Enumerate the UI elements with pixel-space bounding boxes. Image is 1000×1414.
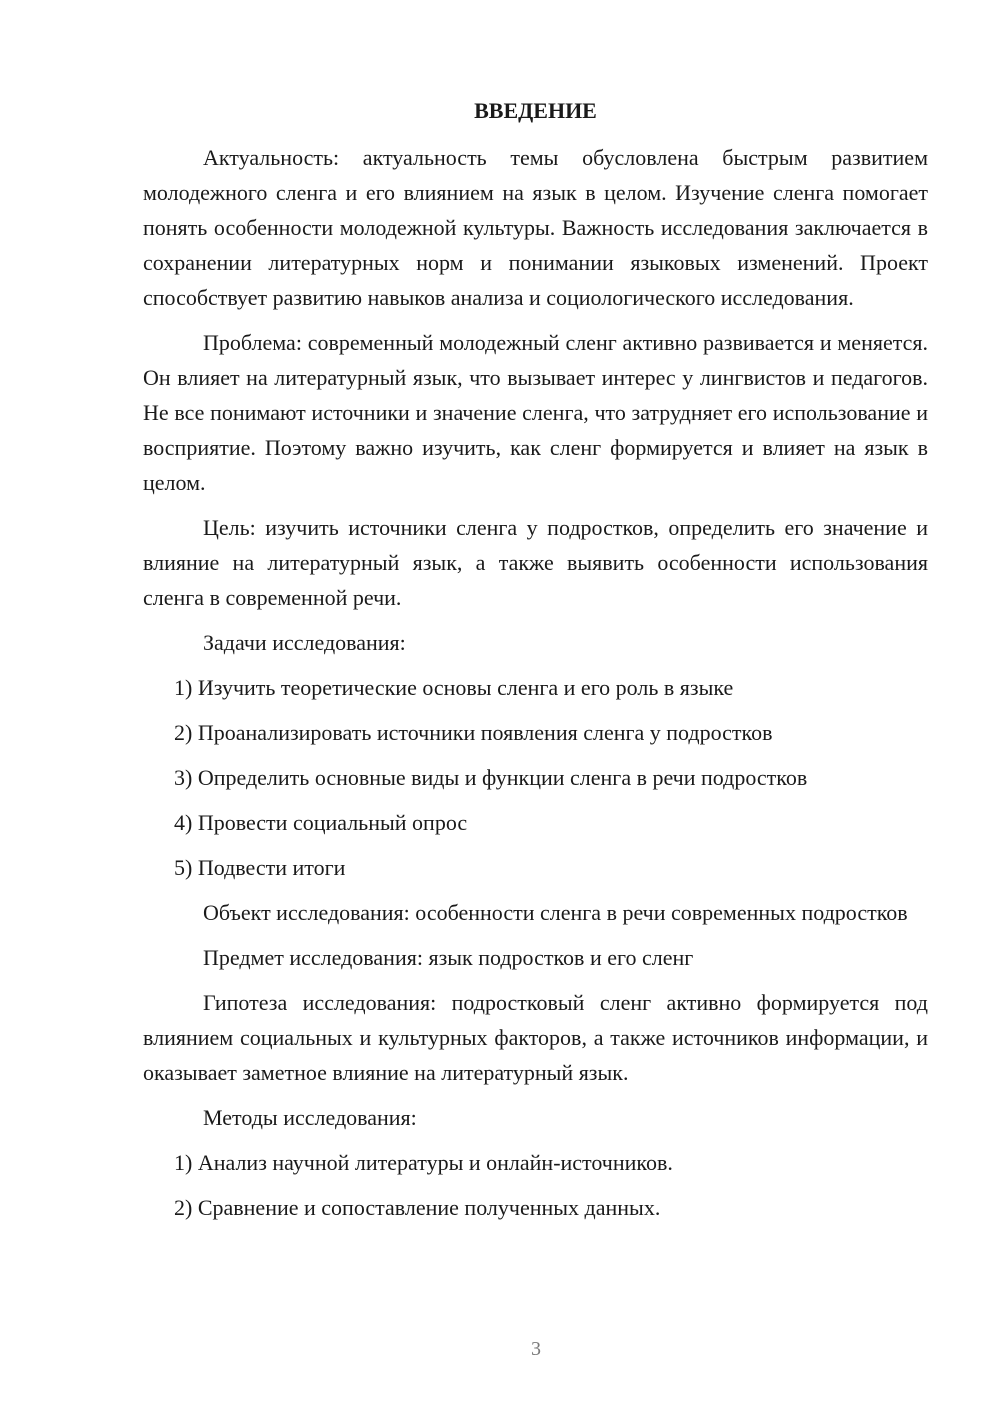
object-paragraph: Объект исследования: особенности сленга в речи современных подростков [203, 900, 908, 925]
task-item: 2) Проанализировать источники появления сленга у подростков [174, 720, 773, 745]
task-item: 1) Изучить теоретические основы сленга и его роль в языке [174, 675, 734, 700]
page-number [0, 1334, 1000, 1364]
page-number-label: 3 [531, 1338, 541, 1360]
goal-paragraph: Цель: изучить источники сленга у подростков, определить его значение и влияние на литературный язык, а также выявить особенности использования сленга в современной речи. [143, 515, 928, 610]
problem-paragraph: Проблема: современный молодежный сленг активно развивается и меняется. Он влияет на литературный язык, что вызывает интерес у лингвистов и педагогов. Не все понимают источники и значение сленга, что затрудняет его использование и восприятие. Поэтому важно изучить, как сленг формируется и влияет на язык в целом. [143, 330, 928, 495]
relevance-paragraph: Актуальность: актуальность темы обусловлена быстрым развитием молодежного сленга и его влиянием на язык в целом. Изучение сленга помогает понять особенности молодежной культуры. Важность исследования заключается в сохранении литературных норм и понимании языковых изменений. Проект способствует развитию навыков анализа и социологического исследования. [143, 145, 928, 310]
page-body [143, 93, 928, 1235]
hypothesis-paragraph: Гипотеза исследования: подростковый сленг активно формируется под влиянием социальных и культурных факторов, а также источников информации, и оказывает заметное влияние на литературный язык. [143, 990, 928, 1085]
task-item: 5) Подвести итоги [174, 855, 346, 880]
task-item: 4) Провести социальный опрос [174, 810, 468, 835]
subject-paragraph: Предмет исследования: язык подростков и его сленг [203, 945, 694, 970]
tasks-heading: Задачи исследования: [203, 630, 406, 655]
method-item: 1) Анализ научной литературы и онлайн-источников. [174, 1150, 673, 1175]
methods-heading: Методы исследования: [203, 1105, 417, 1130]
task-item: 3) Определить основные виды и функции сленга в речи подростков [174, 765, 808, 790]
method-item: 2) Сравнение и сопоставление полученных данных. [174, 1195, 661, 1220]
page-title: ВВЕДЕНИЕ [474, 98, 597, 123]
